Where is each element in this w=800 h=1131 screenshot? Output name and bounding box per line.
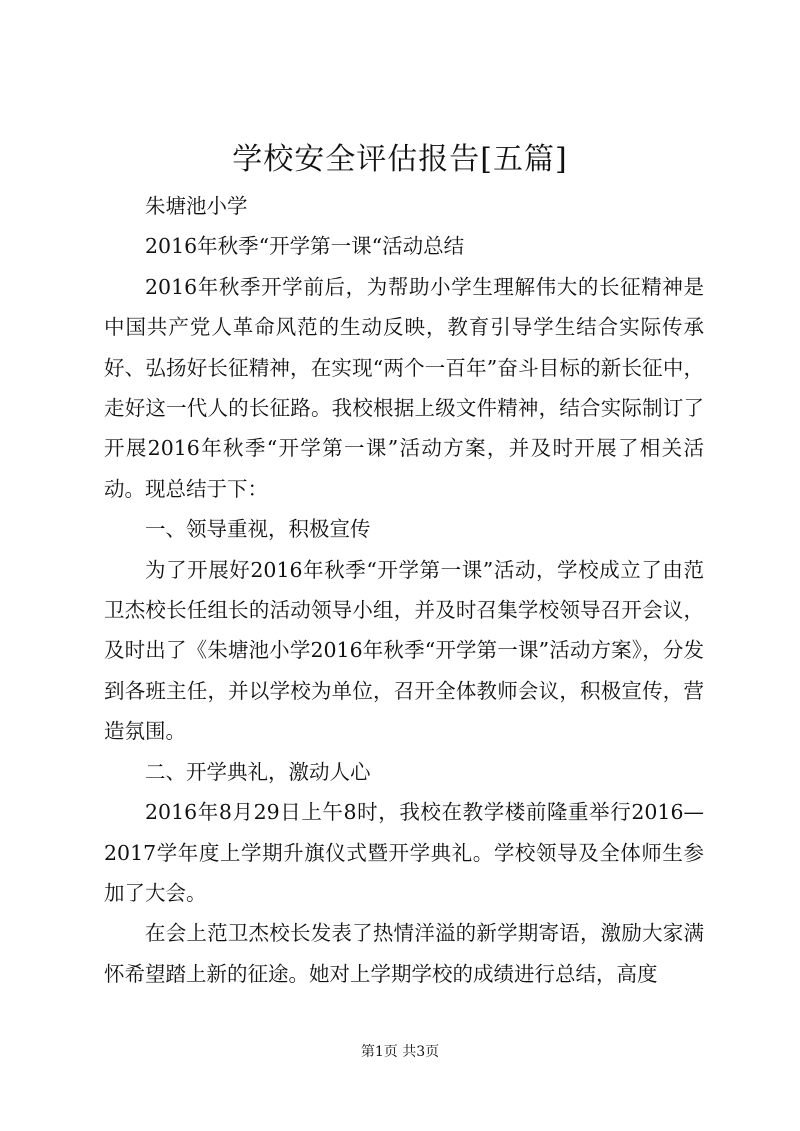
page-footer: 第1页 共3页	[360, 1044, 440, 1060]
body-paragraph: 2016年秋季开学前后，为帮助小学生理解伟大的长征精神是中国共产党人革命风范的生动反映，教育引导学生结合实际传承好、弘扬好长征精神，在实现“两个一百年”奋斗目标的新长征中，走好这一代人的长征路。我校根据上级文件精神，结合实际制订了开展2016年秋季“开学第一课”活动方案，并及时开展了相关活动。现总结于下：	[104, 274, 704, 501]
section-heading: 一、领导重视，积极宣传	[145, 517, 371, 542]
school-name: 朱塘池小学	[145, 194, 248, 218]
section-heading: 二、开学典礼，激动人心	[145, 759, 371, 784]
body-paragraph: 为了开展好2016年秋季“开学第一课”活动，学校成立了由范卫杰校长任组长的活动领导小组，并及时召集学校领导召开会议，及时出了《朱塘池小学2016年秋季“开学第一课”活动方案》，分发到各班主任，并以学校为单位，召开全体教师会议，积极宣传，营造氛围。	[104, 557, 704, 744]
body-paragraph: 2016年8月29日上午8时，我校在教学楼前隆重举行2016—2017学年度上学期升旗仪式暨开学典礼。学校领导及全体师生参加了大会。	[104, 800, 704, 905]
body-paragraph: 在会上范卫杰校长发表了热情洋溢的新学期寄语，激励大家满怀希望踏上新的征途。她对上学期学校的成绩进行总结，高度	[104, 921, 704, 986]
report-subtitle: 2016年秋季“开学第一课“活动总结	[145, 234, 465, 259]
document-body	[104, 186, 704, 994]
document-title: 学校安全评估报告[五篇]	[232, 142, 568, 177]
